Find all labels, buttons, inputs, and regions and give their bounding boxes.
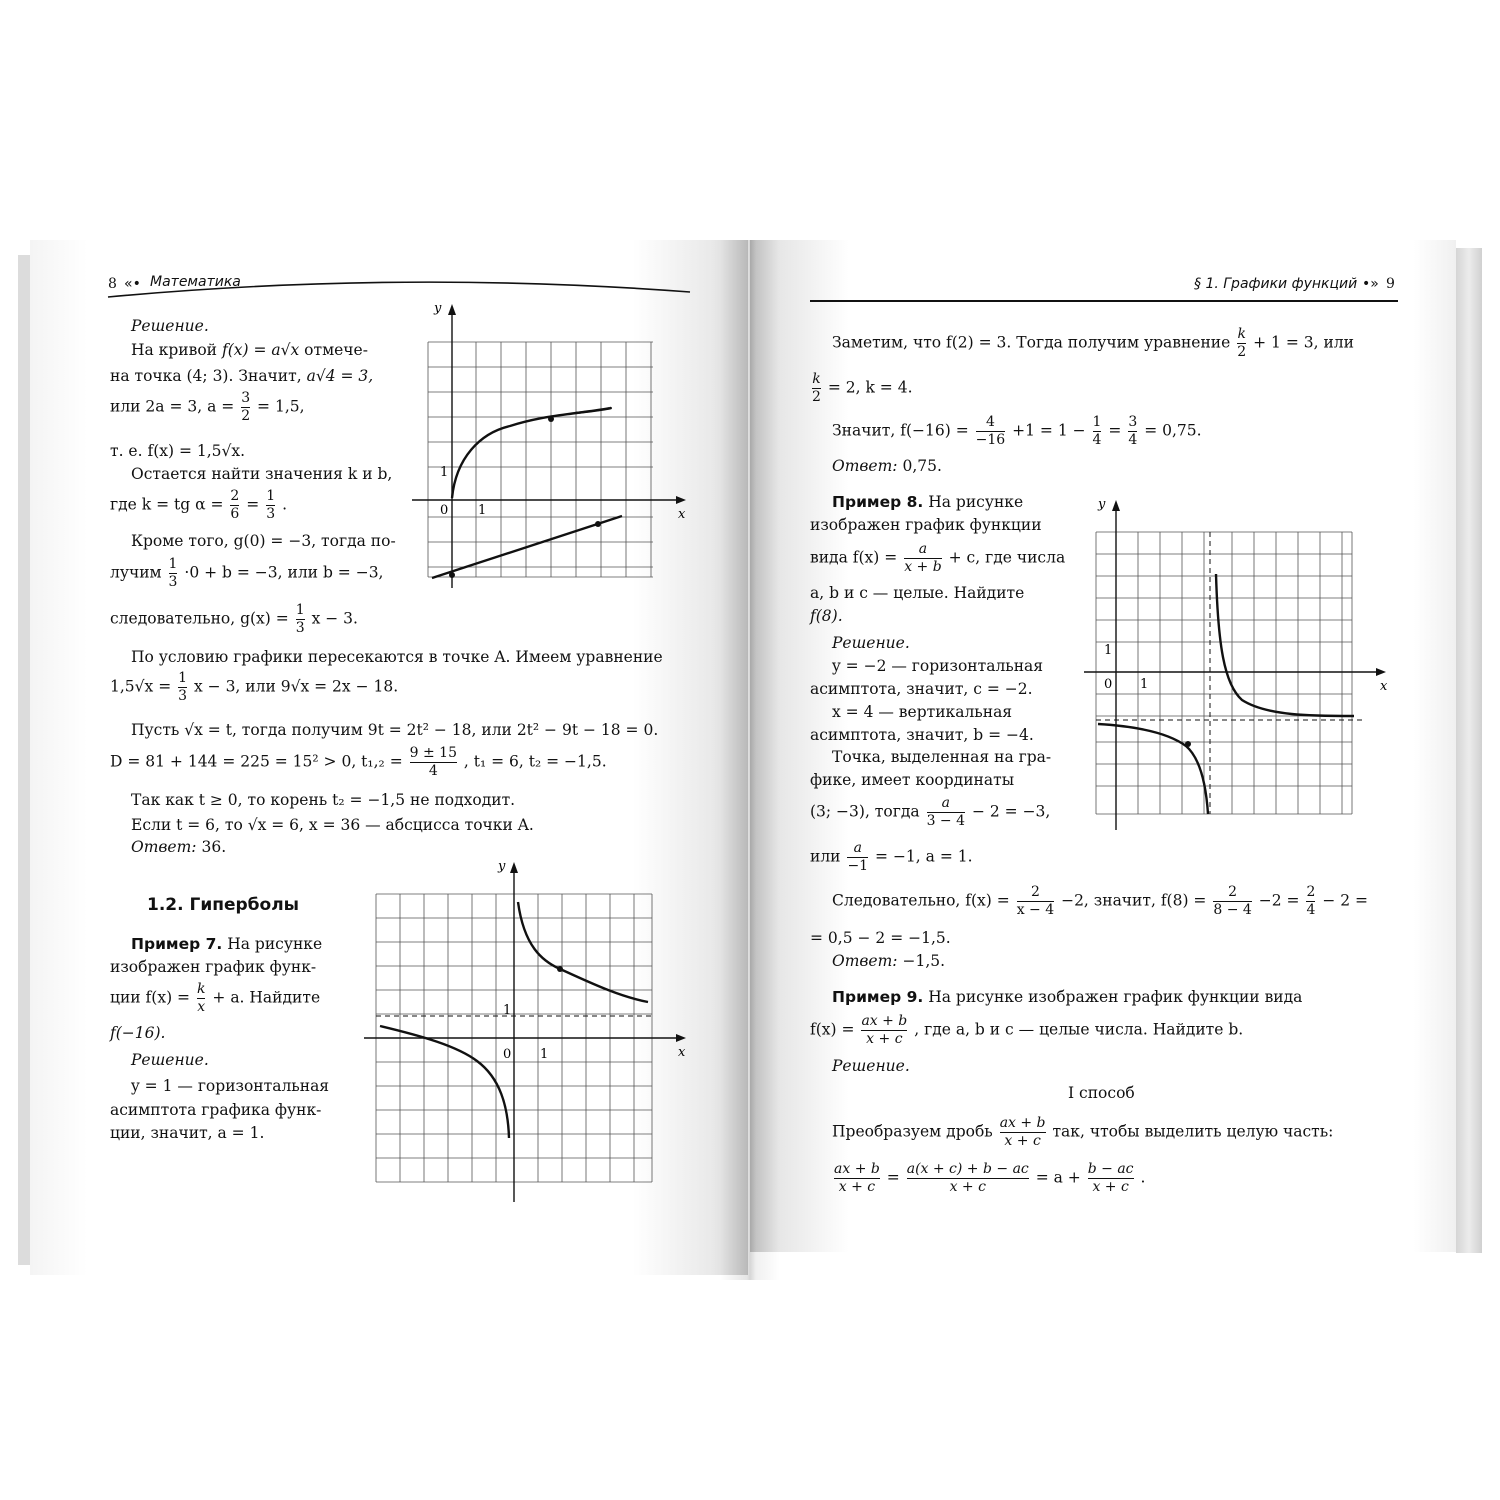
graph-sqrt-and-line	[410, 298, 700, 598]
text-line: Так как t ≥ 0, то корень t₂ = −1,5 не подходит.	[131, 791, 516, 809]
hyperbola-right-branch	[518, 902, 648, 1002]
x-axis-arrow	[676, 496, 686, 504]
point-on-hyperbola	[1185, 741, 1191, 747]
graph-hyperbola-example-7	[362, 856, 692, 1212]
text-line: ции, значит, a = 1.	[110, 1124, 265, 1142]
math-line: вида f(x) = $\frac{a}{x + b}$ + c, где числа	[810, 541, 1066, 575]
y-axis-label: y	[1098, 497, 1106, 512]
point-on-line	[595, 521, 601, 527]
text-line: т. е. f(x) = 1,5√x.	[110, 442, 246, 460]
text-line: асимптота, значит, c = −2.	[810, 680, 1033, 698]
left-header-ornament: «•	[124, 276, 141, 292]
text-line: y = 1 — горизонтальная	[131, 1077, 330, 1095]
x-axis-label: x	[1380, 679, 1388, 694]
answer-line: Ответ: 36.	[131, 838, 227, 856]
solution-label: Решение.	[131, 317, 209, 335]
math-line: D = 81 + 144 = 225 = 15² > 0, t₁,₂ = $\frac{9 \pm 15}{4}$ , t₁ = 6, t₂ = −1,5.	[110, 745, 607, 779]
section-title: 1.2. Гиперболы	[147, 895, 300, 915]
text-line: f(−16).	[110, 1024, 166, 1042]
math-line: следовательно, g(x) = $\frac{1}{3}$ x − 3.	[110, 602, 358, 636]
text-line: изображен график функ-	[110, 958, 317, 976]
example-8-line: Пример 8. На рисунке	[832, 493, 1024, 511]
math-line: f(x) = $\frac{ax + b}{x + c}$ , где a, b и c — целые числа. Найдите b.	[810, 1013, 1244, 1047]
x-axis-arrow	[676, 1034, 686, 1042]
right-page-number: 9	[1386, 276, 1395, 292]
y-axis-label: y	[498, 859, 506, 874]
text-line: x = 4 — вертикальная	[832, 703, 1013, 721]
text-line: y = −2 — горизонтальная	[832, 657, 1044, 675]
text-line: По условию графики пересекаются в точке A. Имеем уравнение	[131, 648, 663, 666]
solution-label: Решение.	[832, 1057, 910, 1075]
solution-label: Решение.	[131, 1051, 209, 1069]
math-line: Значит, f(−16) = $\frac{4}{-16}$ +1 = 1 − $\frac{1}{4}$ = $\frac{3}{4}$ = 0,75.	[832, 414, 1202, 448]
tick-x-1: 1	[478, 503, 487, 518]
right-header-ornament: •»	[1362, 276, 1379, 292]
tick-x-1: 1	[1140, 677, 1149, 692]
y-axis-label: y	[434, 301, 442, 316]
point-on-hyperbola	[557, 966, 563, 972]
x-axis-label: x	[678, 507, 686, 522]
text-line: f(8).	[810, 607, 843, 625]
tick-y-1: 1	[503, 1003, 512, 1018]
text-line: асимптота, значит, b = −4.	[810, 726, 1034, 744]
text-line: изображен график функции	[810, 516, 1042, 534]
left-page-number: 8	[108, 276, 117, 292]
origin-label: 0	[440, 503, 449, 518]
right-header-rule	[810, 300, 1398, 302]
line-g	[432, 516, 622, 578]
math-line: (3; −3), тогда $\frac{a}{3 - 4}$ − 2 = −3,	[810, 795, 1051, 829]
text-line: Пусть √x = t, тогда получим 9t = 2t² − 18, или 2t² − 9t − 18 = 0.	[131, 721, 659, 739]
x-axis-label: x	[678, 1045, 686, 1060]
tick-x-1: 1	[540, 1047, 549, 1062]
origin-label: 0	[1104, 677, 1113, 692]
text-line: на точка (4; 3). Значит, a√4 = 3,	[110, 367, 374, 385]
hyperbola-right-branch	[1216, 574, 1354, 716]
math-line: ции f(x) = $\frac{k}{x}$ + a. Найдите	[110, 981, 321, 1015]
gutter-shadow	[720, 240, 780, 1280]
text-line: a, b и c — целые. Найдите	[810, 584, 1025, 602]
math-line: где k = tg α = $\frac{2}{6}$ = $\frac{1}{3}$ .	[110, 488, 287, 522]
left-running-head: Математика	[150, 274, 241, 290]
math-line: $\frac{ax + b}{x + c}$ = $\frac{a(x + c) + b - ac}{x + c}$ = a + $\frac{b - ac}{x + c}$ .	[834, 1161, 1146, 1195]
tick-y-1: 1	[440, 465, 449, 480]
text-line: фике, имеет координаты	[810, 771, 1015, 789]
tick-y-1: 1	[1104, 643, 1113, 658]
answer-line: Ответ: −1,5.	[832, 952, 946, 970]
text-line: асимптота графика функ-	[110, 1101, 322, 1119]
method-heading: I способ	[1068, 1084, 1135, 1102]
text-line: = 0,5 − 2 = −1,5.	[810, 929, 951, 947]
math-line: Преобразуем дробь $\frac{ax + b}{x + c}$ так, чтобы выделить целую часть:	[832, 1115, 1334, 1149]
y-axis-arrow	[510, 862, 518, 873]
math-line: или 2a = 3, a = $\frac{3}{2}$ = 1,5,	[110, 390, 305, 424]
answer-line: Ответ: 0,75.	[832, 457, 942, 475]
point-intercept	[449, 572, 455, 578]
text-line: Кроме того, g(0) = −3, тогда по-	[131, 532, 396, 550]
math-line: лучим $\frac{1}{3}$ ·0 + b = −3, или b = −3,	[110, 556, 384, 590]
y-axis-arrow	[448, 304, 456, 315]
text-line: Точка, выделенная на гра-	[832, 748, 1052, 766]
hyperbola-left-branch	[1098, 724, 1208, 814]
graph-hyperbola-example-8	[1082, 494, 1402, 824]
example-9-line: Пример 9. На рисунке изображен график функции вида	[832, 988, 1303, 1006]
math-line: Заметим, что f(2) = 3. Тогда получим уравнение $\frac{k}{2}$ + 1 = 3, или	[832, 326, 1354, 360]
text-line: На кривой f(x) = a√x отмече-	[131, 341, 368, 359]
math-line: Следовательно, f(x) = $\frac{2}{x - 4}$ −2, значит, f(8) = $\frac{2}{8 - 4}$ −2 = $\frac{2}{4}$ − 2 =	[832, 884, 1369, 918]
solution-label: Решение.	[832, 634, 910, 652]
text-line: Если t = 6, то √x = 6, x = 36 — абсцисса точки A.	[131, 816, 534, 834]
math-line: или $\frac{a}{-1}$ = −1, a = 1.	[810, 840, 973, 874]
hyperbola-left-branch	[380, 1026, 512, 1138]
right-running-head: § 1. Графики функций	[1194, 276, 1358, 292]
grid	[1096, 532, 1352, 814]
x-axis-arrow	[1376, 668, 1386, 676]
example-7-line: Пример 7. На рисунке	[131, 935, 323, 953]
math-line: 1,5√x = $\frac{1}{3}$ x − 3, или 9√x = 2x − 18.	[110, 670, 399, 704]
text-line: Остается найти значения k и b,	[131, 465, 393, 483]
point-on-curve	[548, 416, 554, 422]
origin-label: 0	[503, 1047, 512, 1062]
y-axis-arrow	[1112, 500, 1120, 511]
math-line: $\frac{k}{2}$ = 2, k = 4.	[812, 371, 913, 405]
